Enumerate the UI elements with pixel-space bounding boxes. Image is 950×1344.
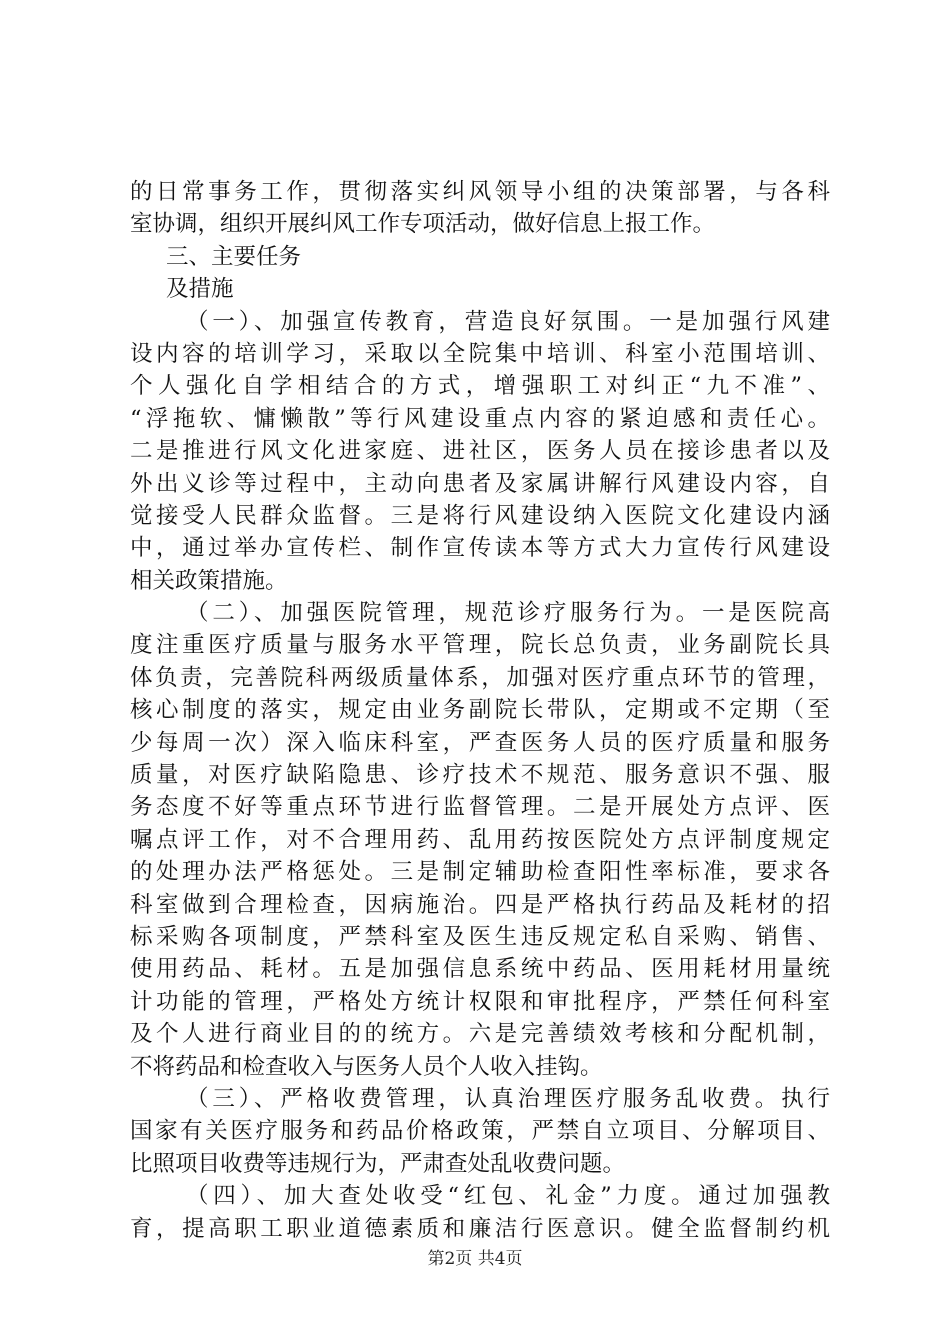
section-heading: 三、主要任务 xyxy=(166,243,302,270)
text-line: 比照项目收费等违规行为，严肃查处乱收费问题。 xyxy=(130,1150,626,1177)
text-line: （四）、加大查处收受“红包、礼金”力度。通过加强教 xyxy=(186,1183,830,1210)
text-line: 二是推进行风文化进家庭、进社区，医务人员在接诊患者以及 xyxy=(130,438,830,465)
document-body xyxy=(130,176,830,1245)
text-line: 设内容的培训学习，采取以全院集中培训、科室小范围培训、 xyxy=(130,340,830,367)
section-heading: 及措施 xyxy=(166,276,234,303)
page-footer xyxy=(0,1248,950,1270)
text-line: （三）、严格收费管理，认真治理医疗服务乱收费。执行 xyxy=(186,1085,830,1112)
text-line: 度注重医疗质量与服务水平管理，院长总负责，业务副院长具 xyxy=(130,632,830,659)
text-line: 的处理办法严格惩处。三是制定辅助检查阳性率标准，要求各 xyxy=(130,859,830,886)
text-line: 科室做到合理检查，因病施治。四是严格执行药品及耗材的招 xyxy=(130,891,830,918)
text-line: 室协调，组织开展纠风工作专项活动，做好信息上报工作。 xyxy=(130,211,716,238)
text-line: （一）、加强宣传教育，营造良好氛围。一是加强行风建 xyxy=(186,308,830,335)
text-line: 不将药品和检查收入与医务人员个人收入挂钩。 xyxy=(130,1053,603,1080)
text-line: 国家有关医疗服务和药品价格政策，严禁自立项目、分解项目、 xyxy=(130,1118,830,1145)
text-line: 及个人进行商业目的的统方。六是完善绩效考核和分配机制， xyxy=(130,1021,830,1048)
text-line: 中，通过举办宣传栏、制作宣传读本等方式大力宣传行风建设 xyxy=(130,535,830,562)
text-line: （二）、加强医院管理，规范诊疗服务行为。一是医院高 xyxy=(186,600,830,627)
text-line: 相关政策措施。 xyxy=(130,567,288,594)
text-line: 外出义诊等过程中，主动向患者及家属讲解行风建设内容，自 xyxy=(130,470,830,497)
text-line: 育，提高职工职业道德素质和廉洁行医意识。健全监督制约机 xyxy=(130,1215,830,1242)
text-line: “浮拖软、慵懒散”等行风建设重点内容的紧迫感和责任心。 xyxy=(130,405,830,432)
text-line: 务态度不好等重点环节进行监督管理。二是开展处方点评、医 xyxy=(130,794,830,821)
text-line: 核心制度的落实，规定由业务副院长带队，定期或不定期（至 xyxy=(130,697,830,724)
text-line: 使用药品、耗材。五是加强信息系统中药品、医用耗材用量统 xyxy=(130,956,830,983)
page-number: 第2页 共4页 xyxy=(427,1249,523,1269)
text-line: 觉接受人民群众监督。三是将行风建设纳入医院文化建设内涵 xyxy=(130,502,830,529)
text-line: 计功能的管理，严格处方统计权限和审批程序，严禁任何科室 xyxy=(130,988,830,1015)
text-line: 的日常事务工作，贯彻落实纠风领导小组的决策部署，与各科 xyxy=(130,179,830,205)
text-line: 个人强化自学相结合的方式，增强职工对纠正“九不准”、 xyxy=(130,373,830,400)
text-line: 体负责，完善院科两级质量体系，加强对医疗重点环节的管理， xyxy=(130,664,830,691)
text-line: 嘱点评工作，对不合理用药、乱用药按医院处方点评制度规定 xyxy=(130,826,830,853)
text-line: 少每周一次）深入临床科室，严查医务人员的医疗质量和服务 xyxy=(130,729,830,756)
text-line: 标采购各项制度，严禁科室及医生违反规定私自采购、销售、 xyxy=(130,923,830,950)
text-line: 质量，对医疗缺陷隐患、诊疗技术不规范、服务意识不强、服 xyxy=(130,762,830,789)
